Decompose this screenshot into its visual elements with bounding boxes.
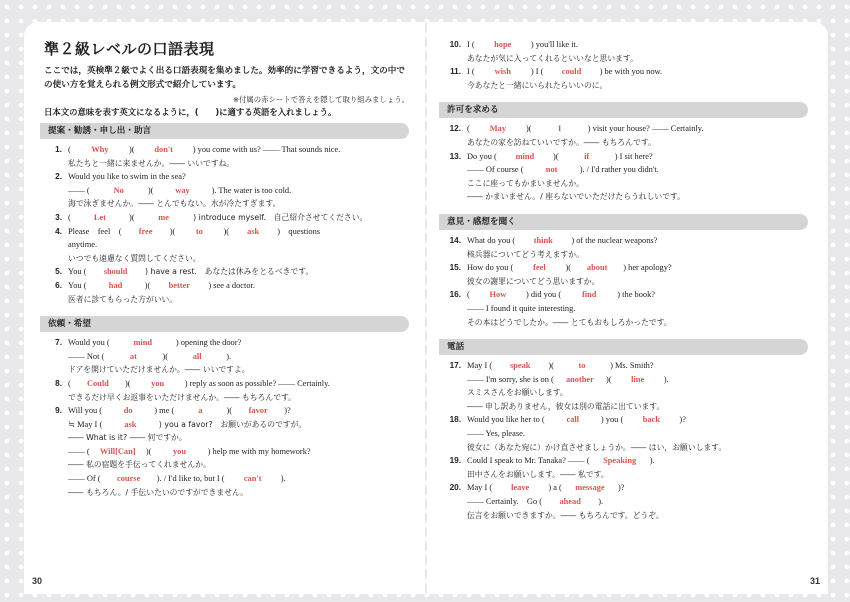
item-body [467,481,808,522]
section-header-request: 依頼・希望 [40,316,409,332]
item-number: 10. [449,40,461,49]
answer-blank: line [631,374,645,384]
item-text: )( [122,378,133,388]
item-text: I ( [467,67,477,77]
item-line [467,427,808,441]
red-sheet-note: ※付属の赤シートで答えを隠して取り組みましょう。 [232,95,409,104]
item-body [467,234,808,261]
item-text: ). [661,374,669,384]
section-header-suggestion: 提案・勧誘・申し出・助言 [40,123,409,139]
section-request-items [44,336,409,499]
item-text: Could I speak to Mr. Tanaka? ―― ( [467,456,592,466]
item-text: スミスさんをお願いします。 [467,388,568,398]
answer-blank: think [533,235,553,245]
item-text: ―― Yes, please. [467,429,525,439]
item-line [68,170,409,184]
exercise-item [44,170,409,211]
item-line [68,225,409,239]
item-text: )? [282,406,291,416]
answer-blank: wish [494,67,511,77]
answer-blank: Let [93,212,106,222]
exercise-item [443,38,808,65]
section-header-permission: 許可を求める [439,102,808,118]
answer-blank: leave [511,483,530,493]
item-line [467,190,808,204]
item-body [68,170,409,211]
item-line [68,377,409,391]
exercise-item [443,234,808,261]
page-number: 31 [809,576,820,586]
item-text: ) of the nuclear weapons? [569,235,658,245]
answer-blank: How [489,290,507,300]
item-text: )( [167,226,178,236]
item-line [467,495,808,509]
answer-blank: not [545,165,558,175]
answer-blank: should [103,267,128,277]
answer-blank: ask [247,226,260,236]
item-line [467,302,808,316]
answer-blank: could [561,67,582,77]
answer-blank: at [129,351,137,361]
answer-blank: ask [124,419,137,429]
item-text: ) you a favor? お願いがあるのですが。 [156,419,307,429]
answer-blank: had [108,280,123,290]
item-text: ) me ( [152,406,177,416]
answer-blank: free [138,226,153,236]
answer-blank: don't [154,145,173,154]
item-text: ―― ( [68,185,92,195]
exercise-item [443,261,808,288]
item-text: 彼女に（あなた宛に）かけ直させましょうか。―― はい，お願いします。 [467,442,727,452]
item-text: Would you like to swim in the sea? [68,172,186,182]
item-number: 9. [55,406,62,416]
item-text: Would you like her to ( [467,415,547,425]
item-line [68,404,409,418]
answer-blank: hope [494,40,512,49]
item-text: You ( [68,280,89,290]
intro-text: ここでは，英検準２級でよく出る口語表現を集めました。効率的に学習できるよう，文の中での使い方を覚えられる例文形式で紹介しています。 [44,66,405,90]
item-number: 4. [55,226,62,236]
answer-blank: favor [248,406,268,416]
item-text: ―― Certainly. Go ( [467,497,545,507]
item-text: )( [550,151,561,161]
section-permission-items [443,122,808,204]
item-line [68,445,409,459]
item-number: 17. [449,361,461,371]
answer-blank: better [168,280,191,290]
item-text: )( [603,374,614,384]
item-line [467,316,808,330]
section-wish-items [443,38,808,92]
item-text: その本はどうでしたか。―― とてもおもしろかったです。 [467,317,672,327]
item-line [467,150,808,164]
item-text: ―― ( [68,446,92,456]
exercise-item [44,377,409,404]
item-line [467,468,808,482]
item-body [68,279,409,306]
item-text: ) questions [275,226,321,236]
item-text: ). [647,456,655,466]
item-text: 伝言をお願いできますか。―― もちろんです。どうぞ。 [467,510,664,520]
item-line [467,177,808,191]
item-line [68,238,409,252]
item-text: ) you'll like it. [528,40,578,49]
section-header-opinion: 意見・感想を聞く [439,214,808,230]
item-body [467,359,808,413]
exercise-item [44,211,409,225]
item-line [68,197,409,211]
exercise-item [44,404,409,499]
answer-blank: call [566,415,580,425]
item-line [467,481,808,495]
exercise-item [44,143,409,170]
item-line [68,279,409,293]
item-text: あなたが気に入ってくれるといいなと思います。 [467,53,638,63]
item-body [467,38,808,65]
item-text: What do you ( [467,235,518,245]
answer-blank: you [151,378,165,388]
item-body [68,377,409,404]
answer-blank: find [581,290,597,300]
answer-blank: a [198,406,203,416]
answer-blank: you [172,446,187,456]
item-text: ). [596,497,604,507]
item-number: 19. [449,456,461,466]
section-phone-items [443,359,808,522]
answer-blank: do [123,406,133,416]
item-body [467,413,808,454]
item-body [467,454,808,481]
item-text: 医者に診てもらった方がいい。 [68,294,178,304]
item-text: )? [677,415,686,425]
item-body [68,265,409,279]
item-text: ) you come with us? ―― That sounds nice. [190,145,341,154]
item-body [68,225,409,266]
item-body [68,211,409,225]
item-text: ―― I found it quite interesting. [467,303,576,313]
item-body [68,404,409,499]
item-text: ) visit your house? ―― Certainly. [585,124,704,134]
item-line [467,400,808,414]
item-line [467,261,808,275]
item-text: )? [615,483,625,493]
item-text: )( [523,124,534,134]
item-line [68,431,409,445]
item-line [467,454,808,468]
answer-blank: ahead [559,497,581,507]
item-number: 8. [55,378,62,388]
left-page [24,22,425,594]
item-number: 18. [449,415,461,425]
item-line [68,265,409,279]
item-number: 13. [449,151,461,161]
item-text: ). [224,351,232,361]
item-text: ここに座ってもかまいませんか。 [467,178,584,188]
item-text: Please feel ( [68,226,124,236]
item-text: ) a ( [546,483,564,493]
answer-blank: message [575,483,605,493]
answer-blank: if [584,151,590,161]
answer-blank: can't [243,474,262,484]
item-text: ) her apology? [621,263,672,273]
answer-blank: No [113,185,124,195]
item-text: ) reply as soon as possible? ―― Certainly. [182,378,330,388]
item-number: 14. [449,235,461,245]
item-text: ) introduce myself. 自己紹介させてください。 [190,212,368,222]
item-line [467,136,808,150]
item-line [68,184,409,198]
item-text: ) Ms. Smith? [607,361,654,371]
item-text: )( [126,145,137,154]
item-text: How do you ( [467,263,516,273]
answer-blank: mind [515,151,535,161]
item-number: 3. [55,212,62,222]
item-number: 6. [55,280,62,290]
item-text: Will you ( [68,406,105,416]
right-page [427,22,828,594]
item-body [68,143,409,170]
item-line [68,391,409,405]
item-text: )( [142,280,153,290]
answer-blank: to [195,226,203,236]
item-number: 20. [449,483,461,493]
answer-blank: all [192,351,202,361]
item-text: You ( [68,267,89,277]
answer-blank: mind [133,338,153,348]
item-line [68,211,409,225]
exercise-item [443,288,808,329]
item-line [68,486,409,500]
exercise-item [44,265,409,279]
answer-blank: course [117,474,141,484]
item-line [68,157,409,171]
item-text: May I ( [467,483,495,493]
item-line [68,293,409,307]
answer-blank: back [642,415,660,425]
item-text: ―― What is it? ―― 何ですか。 [68,433,187,443]
item-text: )( [145,185,156,195]
item-line [68,418,409,432]
item-text: May I ( [467,361,495,371]
item-line [467,288,808,302]
item-text: 海で泳ぎませんか。―― とんでもない。水が冷たすぎます。 [68,199,281,209]
item-text: ) I ( [528,67,546,77]
answer-blank: another [565,374,594,384]
item-line [467,163,808,177]
item-text: 私たちと一緒に来ませんか。―― いいですね。 [68,158,235,168]
item-text: )( [546,361,556,371]
section-header-phone: 電話 [439,339,808,355]
answer-blank: me [158,212,169,222]
answer-blank: May [489,124,507,134]
item-text: ―― I'm sorry, she is on ( [467,374,556,384]
item-line [68,472,409,486]
item-text: ). / I'd like to, but I ( [154,474,227,484]
exercise-item [443,359,808,413]
item-line [68,336,409,350]
item-text: ―― Of course ( [467,165,526,175]
item-number: 5. [55,267,62,277]
section-opinion-items [443,234,808,329]
item-text: )( [126,212,137,222]
item-line [467,386,808,400]
exercise-item [44,279,409,306]
instruction-text: 日本文の意味を表す英文になるように，( )に適する英語を入れましょう。 [44,107,337,117]
item-text: ). [278,474,286,484]
answer-blank: feel [533,263,546,273]
item-text: ドアを開けていただけませんか。―― いいですよ。 [68,365,250,375]
item-text: ) help me with my homework? [205,446,311,456]
item-text: ≒ May I ( [68,419,105,429]
answer-blank: Could [86,378,109,388]
item-number: 1. [55,145,62,154]
item-body [68,336,409,377]
item-text: I ( [467,40,477,49]
item-line [467,359,808,373]
item-line [467,373,808,387]
item-number: 12. [449,124,461,134]
item-text: 田中さんをお願いします。―― 私です。 [467,469,609,479]
item-body [467,261,808,288]
item-number: 7. [55,338,62,348]
item-line [68,350,409,364]
exercise-item [443,413,808,454]
item-text: ―― Not ( [68,351,107,361]
item-text: ―― かまいません。/ 座らないでいただけたらうれしいです。 [467,192,685,202]
item-line [467,52,808,66]
exercise-item [443,150,808,204]
item-body [467,122,808,149]
item-text: 核兵器についてどう考えますか。 [467,249,584,259]
item-text: ) see a doctor. [206,280,255,290]
item-text: ―― 私の宿題を手伝ってくれませんか。 [68,460,211,470]
item-text: ( [68,378,73,388]
item-text: )( [221,226,232,236]
exercise-item [443,122,808,149]
answer-blank: Will[Can] [99,446,136,456]
item-number: 11. [450,67,461,77]
page-title: 準２級レベルの口語表現 [44,40,215,58]
item-text: いつでも遠慮なく質問してください。 [68,253,201,263]
section-suggestion-items [44,143,409,306]
item-line [467,65,808,79]
item-text: )( [224,406,235,416]
item-text: )( [160,351,171,361]
item-text: ). The water is too cold. [209,185,292,195]
item-line [467,79,808,93]
item-text: ―― Of ( [68,474,103,484]
answer-blank: Why [91,145,109,154]
item-line [467,122,808,136]
item-text: ) opening the door? [173,338,242,348]
exercise-item [44,336,409,377]
item-text: ). / I'd rather you didn't. [577,165,659,175]
item-text: Would you ( [68,338,112,348]
item-text: Do you ( [467,151,499,161]
item-line [467,413,808,427]
item-number: 16. [449,290,461,300]
item-text: )( [563,263,574,273]
item-text: ( [467,290,472,300]
item-line [467,248,808,262]
item-line [68,252,409,266]
item-text: )( [143,446,154,456]
item-text: anytime. [68,240,98,250]
item-line [467,38,808,52]
answer-blank: way [175,185,190,195]
item-text: 彼女の謝罪についてどう思いますか。 [467,276,600,286]
item-body [467,288,808,329]
answer-blank: Speaking [603,456,637,466]
item-number: 2. [55,172,62,182]
item-text: 今あなたと一緒にいられたらいいのに。 [467,80,608,90]
item-number: 15. [449,263,461,273]
exercise-item [44,225,409,266]
item-line [68,458,409,472]
answer-blank: about [586,263,608,273]
item-text: ―― 申し訳ありません，彼女は別の電話に出ています。 [467,401,665,411]
exercise-item [443,481,808,522]
item-text: ) the book? [615,290,655,300]
item-text: ) did you ( [523,290,564,300]
item-body [467,65,808,92]
item-text: ( [68,145,73,154]
item-line [467,441,808,455]
item-text: ) be with you now. [597,67,663,77]
exercise-item [443,65,808,92]
item-text: ) I sit here? [612,151,653,161]
item-line [467,509,808,523]
item-text: ( [467,124,472,134]
item-text: ) you ( [598,415,626,425]
item-line [68,363,409,377]
item-text: ) have a rest. あなたは休みをとるべきです。 [142,267,314,277]
page-number: 30 [32,576,43,586]
item-text: できるだけ早くお返事をいただけませんか。―― もちろんです。 [68,392,296,402]
answer-blank: I [558,124,562,134]
exercise-item [443,454,808,481]
item-line [68,143,409,157]
item-line [467,234,808,248]
answer-blank: speak [509,361,531,371]
item-body [467,150,808,204]
item-text: あなたの家を訪ねていいですか。―― もちろんです。 [467,137,656,147]
item-line [467,275,808,289]
answer-blank: to [578,361,586,371]
item-text: ―― もちろん。/ 手伝いたいのですができません。 [68,487,249,497]
item-text: ( [68,212,73,222]
